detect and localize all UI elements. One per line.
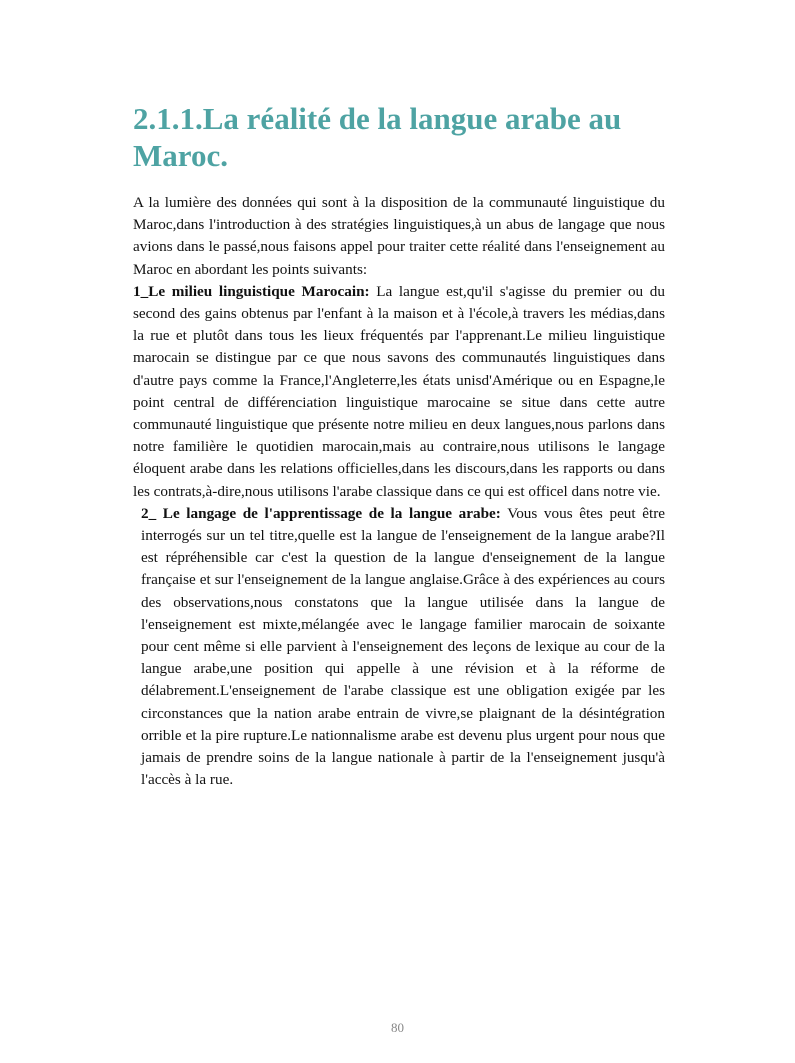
page-number: 80: [391, 1020, 404, 1035]
section-heading: 2.1.1.La réalité de la langue arabe au Maroc.: [133, 101, 622, 173]
point2-paragraph: [133, 503, 665, 792]
intro-paragraph: A la lumière des données qui sont à la disposition de la communauté linguistique du Maroc,dans l'introduction à des stratégies linguistiques,à un abus de langage que nous avions dans le passé,nous faisons appel pour traiter cette réalité dans l'enseignement au Maroc en abordant les points suivants:: [133, 194, 665, 278]
point2-label: 2_ Le langage de l'apprentissage de la langue arabe:: [141, 504, 501, 522]
point1-text: La langue est,qu'il s'agisse du premier ou du second des gains obtenus par l'enfant à la maison et à l'école,à travers les médias,dans la rue et plutôt dans tous les lieux fréquentés par l'apprenant.Le milieu linguistique marocain se distingue par ce que nous savons des communautés linguistiques dans d'autre pays comme la France,l'Angleterre,les états unisd'Amérique ou en Espagne,le point central de différenciation linguistique marocaine se situe dans cette autre communauté linguistique que présente notre milieu en deux langues,nous parlons dans notre familière le quotidien marocain,mais au contraire,nous utilisons le langage éloquent arabe dans les relations officielles,dans les discours,dans les rapports ou dans les contrats,à-dire,nous utilisons l'arabe classique dans ce qui est officel dans notre vie.: [133, 282, 665, 500]
body-text: [133, 192, 665, 791]
point1-paragraph: [133, 281, 665, 503]
point2-text: Vous vous êtes peut être interrogés sur un tel titre,quelle est la langue de l'enseignement de la langue arabe?Il est répréhensible car c'est la question de la langue d'enseignement de la langue française et sur l'enseignement de la langue anglaise.Grâce à des expériences au cours des observations,nous constatons que la langue utilisée dans la langue de l'enseignement est mixte,mélangée avec le langage familier marocain de soixante pour cent même si elle parvient à l'enseignement des leçons de lexique au cour de la langue arabe,une position qui appelle à une révision et à la réforme de délabrement.L'enseignement de l'arabe classique est une obligation exigée par les circonstances que la nation arabe entrain de vivre,se plaignant de la désintégration orrible et la pire rupture.Le nationnalisme arabe est devenu plus urgent pour nous que jamais de prendre soins de la langue nationale à partir de la l'enseignement jusqu'à l'accès à la rue.: [141, 504, 665, 789]
point1-label: 1_Le milieu linguistique Marocain:: [133, 282, 370, 300]
